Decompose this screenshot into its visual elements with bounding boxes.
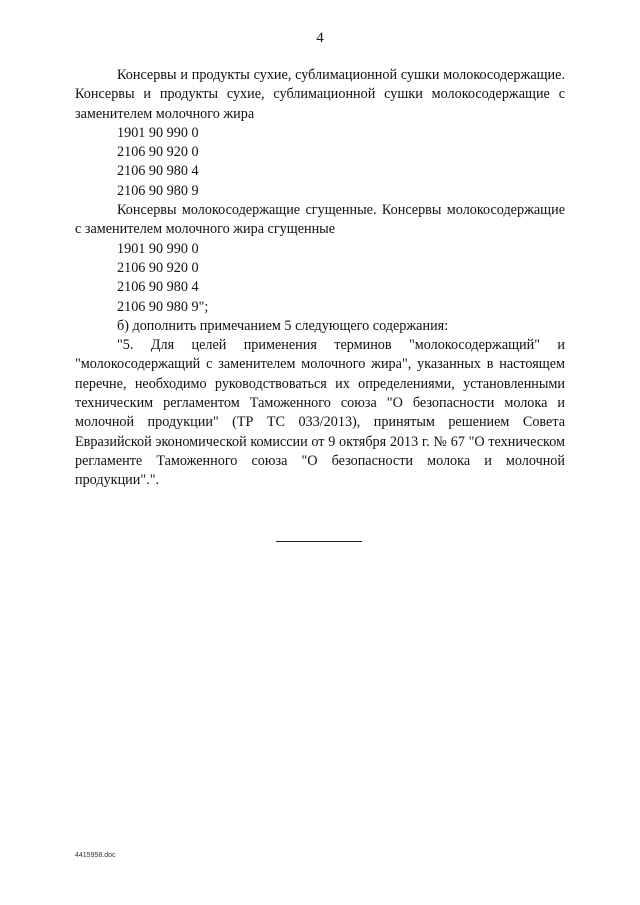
end-separator-line	[276, 541, 362, 542]
block2-heading: Консервы молокосодержащие сгущенные. Консервы молокосодержащие с заменителем молочного жира сгущенные	[75, 202, 565, 238]
block2-code-1: 1901 90 990 0	[117, 240, 199, 257]
block1-code-2: 2106 90 920 0	[117, 144, 199, 161]
block1-code-4: 2106 90 980 9	[117, 182, 199, 199]
block1-heading: Консервы и продукты сухие, сублимационной сушки молокосодержащие. Консервы и продукты сухие, сублимационной сушки молокосодержащие с заменителем молочного жира	[75, 67, 565, 122]
page-number: 4	[316, 30, 324, 46]
note-paragraph: "5. Для целей применения терминов "молокосодержащий" и "молокосодержащий с заменителем молочного жира", указанных в настоящем перечне, необходимо руководствоваться их определениями, установленными техническим регламентом Таможенного союза "О безопасности молока и молочной продукции" (ТР ТС 033/2013), принятым решением Совета Евразийской экономической комиссии от 9 октября 2013 г. № 67 "О техническом регламенте Таможенного союза "О безопасности молока и молочной продукции".".	[75, 337, 565, 489]
document-body	[75, 66, 565, 491]
block1-code-1: 1901 90 990 0	[117, 124, 199, 141]
block2-code-3: 2106 90 980 4	[117, 279, 199, 296]
block1-code-3: 2106 90 980 4	[117, 163, 199, 180]
block2-code-2: 2106 90 920 0	[117, 259, 199, 276]
block2-code-4: 2106 90 980 9";	[117, 298, 209, 315]
footer-filename: 4415958.doc	[75, 852, 116, 859]
instruction-paragraph: б) дополнить примечанием 5 следующего содержания:	[117, 317, 449, 334]
